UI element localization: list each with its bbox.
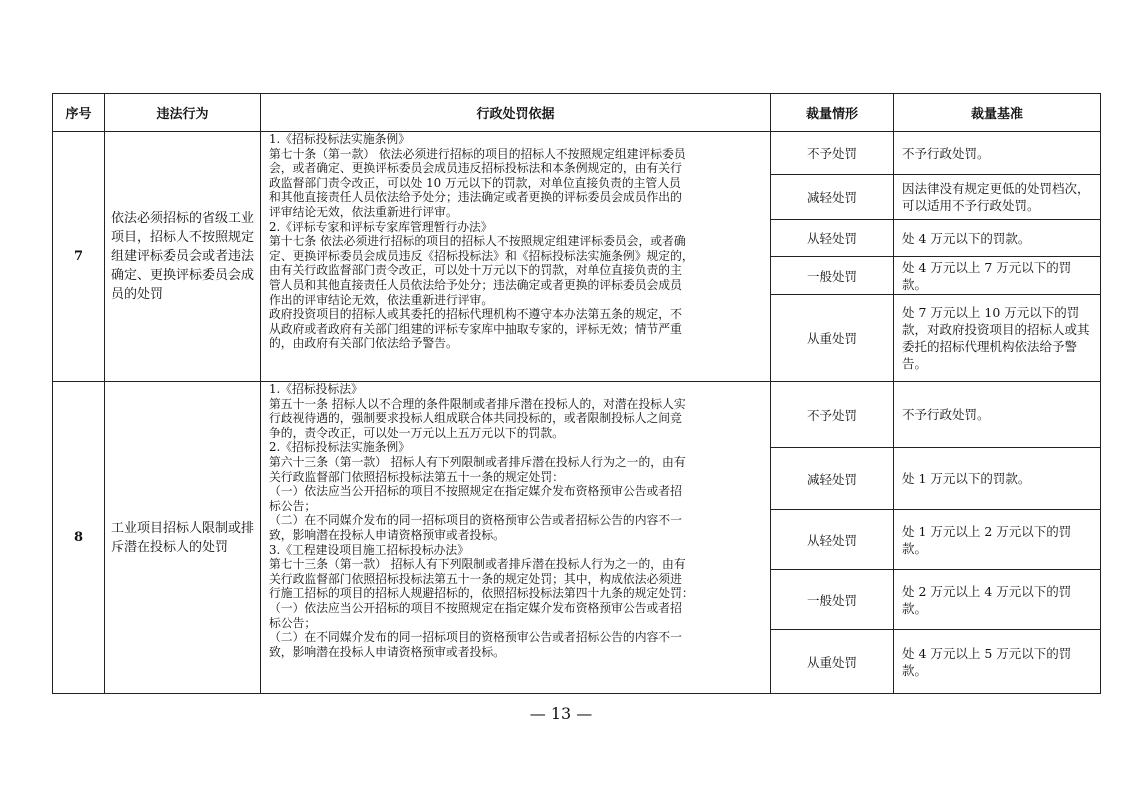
page-number: — 13 — xyxy=(529,704,593,723)
basis-line: （二）在不同媒介发布的同一招标项目的资格预审公告或者招标公告的内容不一 xyxy=(269,630,682,645)
situation-cell: 从轻处罚 xyxy=(771,220,894,257)
basis-line: （一）依法应当公开招标的项目不按照规定在指定媒介发布资格预审公告或者招 xyxy=(269,600,682,615)
basis-line: 行施工招标的项目的招标人规避招标的，依照招标投标法第四十九条的规定处罚： xyxy=(269,586,694,601)
basis-line: 从政府或者政府有关部门组建的评标专家库中抽取专家的，评标无效；情节严重 xyxy=(269,321,682,336)
basis-cell xyxy=(261,382,771,694)
standard-cell: 处 2 万元以上 4 万元以下的罚款。 xyxy=(894,570,1101,630)
table-body xyxy=(53,132,1101,694)
situation-cell: 不予处罚 xyxy=(771,132,894,175)
violation-text: 工业项目招标人限制或排斥潜在投标人的处罚 xyxy=(111,520,255,555)
header-violation: 违法行为 xyxy=(105,94,261,132)
basis-line: 第十七条 依法必须进行招标的项目的招标人不按照规定组建评标委员会，或者确 xyxy=(269,234,686,249)
basis-line: 关行政监督部门依照招标投标法第五十一条的规定处罚： xyxy=(269,469,564,484)
standard-cell: 处 4 万元以上 7 万元以下的罚款。 xyxy=(894,257,1101,295)
basis-line: 1.《招标投标法实施条例》 xyxy=(269,132,411,146)
standard-cell: 处 4 万元以上 5 万元以下的罚款。 xyxy=(894,630,1101,694)
basis-line: 致，影响潜在投标人申请资格预审或者投标。 xyxy=(269,644,505,659)
standard-cell: 不予行政处罚。 xyxy=(894,382,1101,448)
table-row xyxy=(53,382,1101,448)
standard-cell: 处 7 万元以上 10 万元以下的罚款，对政府投资项目的招标人或其委托的招标代理机构依法给予警告。 xyxy=(894,295,1101,382)
header-basis: 行政处罚依据 xyxy=(261,94,771,132)
standard-cell: 不予行政处罚。 xyxy=(894,132,1101,175)
basis-line: 2.《评标专家和评标专家库管理暂行办法》 xyxy=(269,219,493,234)
basis-line: 定、更换评标委员会成员违反《招标投标法》和《招标投标法实施条例》规定的， xyxy=(269,248,694,263)
standard-cell: 处 1 万元以下的罚款。 xyxy=(894,448,1101,510)
basis-line: 第七十三条（第一款） 招标人有下列限制或者排斥潜在投标人行为之一的，由有 xyxy=(269,557,686,572)
basis-line: 2.《招标投标法实施条例》 xyxy=(269,440,411,455)
situation-cell: 从重处罚 xyxy=(771,295,894,382)
violation-cell xyxy=(105,382,261,694)
violation-text: 依法必须招标的省级工业项目，招标人不按照规定组建评标委员会或者违法确定、更换评标委员会成员的处罚 xyxy=(111,211,255,302)
table-header xyxy=(53,94,1101,132)
situation-cell: 减轻处罚 xyxy=(771,175,894,220)
situation-cell: 一般处罚 xyxy=(771,257,894,295)
violation-cell xyxy=(105,132,261,382)
basis-line: 作出的评审结论无效，依法重新进行评审。 xyxy=(269,292,494,307)
basis-line: （二）在不同媒介发布的同一招标项目的资格预审公告或者招标公告的内容不一 xyxy=(269,513,682,528)
basis-line: 致，影响潜在投标人申请资格预审或者投标。 xyxy=(269,527,505,542)
basis-line: 争的，责令改正，可以处一万元以上五万元以下的罚款。 xyxy=(269,425,564,440)
basis-line: 3.《工程建设项目施工招标投标办法》 xyxy=(269,542,470,557)
basis-line: 关行政监督部门依照招标投标法第五十一条的规定处罚；其中，构成依法必须进 xyxy=(269,571,682,586)
penalty-table xyxy=(52,93,1101,694)
row-number: 8 xyxy=(53,382,105,694)
basis-line: 1.《招标投标法》 xyxy=(269,382,363,396)
header-standard: 裁量基准 xyxy=(894,94,1101,132)
basis-line: 会，或者确定、更换评标委员会成员违反招标投标法和本条例规定的，由有关行 xyxy=(269,161,682,176)
basis-line: 评审结论无效，依法重新进行评审。 xyxy=(269,204,458,219)
situation-cell: 不予处罚 xyxy=(771,382,894,448)
row-number: 7 xyxy=(53,132,105,382)
header-row xyxy=(53,94,1101,132)
basis-line: 行歧视待遇的，强制要求投标人组成联合体共同投标的，或者限制投标人之间竞 xyxy=(269,411,682,426)
situation-cell: 一般处罚 xyxy=(771,570,894,630)
basis-line: 由有关行政监督部门责令改正，可以处十万元以下的罚款，对单位直接负责的主 xyxy=(269,263,682,278)
standard-cell: 处 1 万元以上 2 万元以下的罚款。 xyxy=(894,510,1101,570)
basis-line: 的，由政府有关部门依法给予警告。 xyxy=(269,336,458,351)
basis-line: 第七十条（第一款） 依法必须进行招标的项目的招标人不按照规定组建评标委员 xyxy=(269,146,686,161)
situation-cell: 从轻处罚 xyxy=(771,510,894,570)
basis-line: 政府投资项目的招标人或其委托的招标代理机构不遵守本办法第五条的规定，不 xyxy=(269,307,682,322)
basis-line: 第六十三条（第一款） 招标人有下列限制或者排斥潜在投标人行为之一的，由有 xyxy=(269,454,686,469)
situation-cell: 减轻处罚 xyxy=(771,448,894,510)
basis-line: （一）依法应当公开招标的项目不按照规定在指定媒介发布资格预审公告或者招 xyxy=(269,484,682,499)
basis-line: 标公告； xyxy=(269,498,317,513)
table-row xyxy=(53,132,1101,175)
basis-line: 管人员和其他直接责任人员依法给予处分；违法确定或者更换的评标委员会成员 xyxy=(269,277,682,292)
basis-line: 政监督部门责令改正，可以处 10 万元以下的罚款，对单位直接负责的主管人员 xyxy=(269,175,681,190)
situation-cell: 从重处罚 xyxy=(771,630,894,694)
basis-line: 标公告； xyxy=(269,615,317,630)
basis-line: 第五十一条 招标人以不合理的条件限制或者排斥潜在投标人的，对潜在投标人实 xyxy=(269,396,686,411)
basis-cell xyxy=(261,132,771,382)
standard-cell: 处 4 万元以下的罚款。 xyxy=(894,220,1101,257)
standard-cell: 因法律没有规定更低的处罚档次，可以适用不予行政处罚。 xyxy=(894,175,1101,220)
header-no: 序号 xyxy=(53,94,105,132)
basis-line: 和其他直接责任人员依法给予处分；违法确定或者更换的评标委员会成员作出的 xyxy=(269,190,682,205)
header-situation: 裁量情形 xyxy=(771,94,894,132)
